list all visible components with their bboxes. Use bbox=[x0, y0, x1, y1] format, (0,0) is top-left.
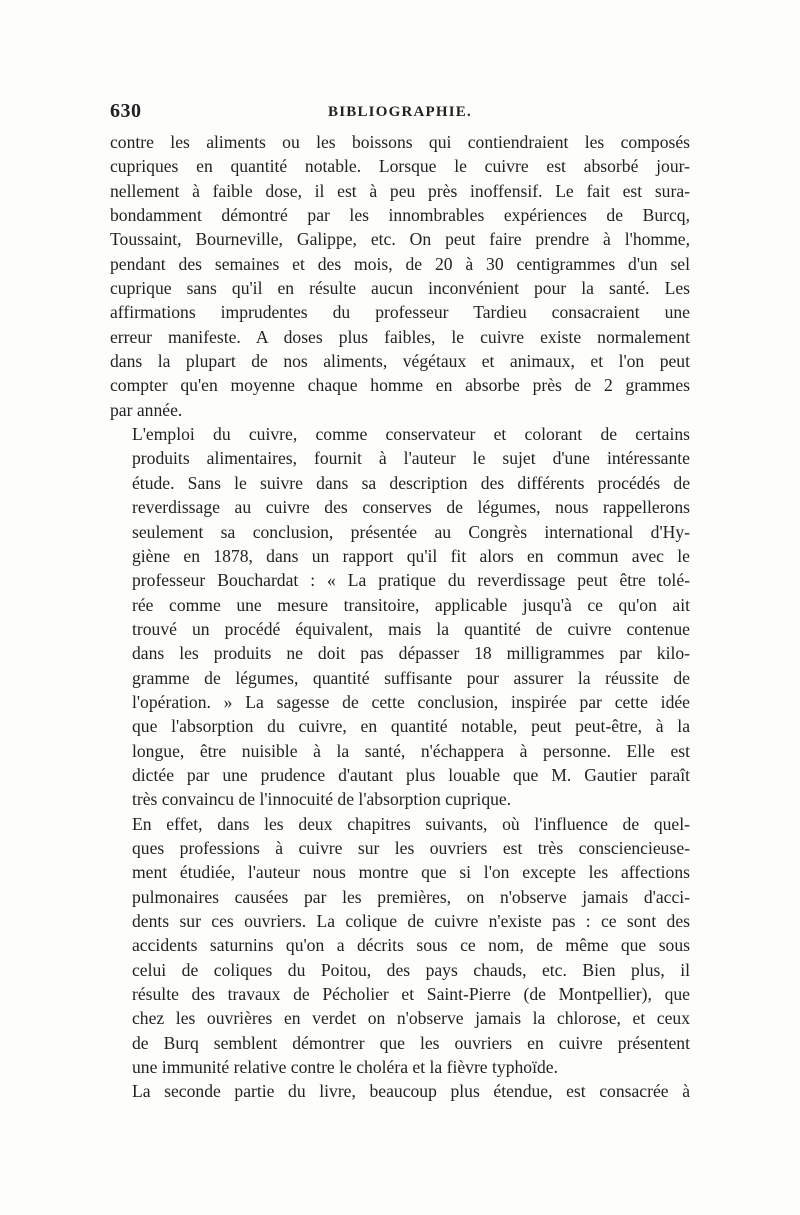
text-line: Toussaint, Bourneville, Galippe, etc. On peut faire prendre à l'homme, bbox=[110, 229, 690, 250]
text-line: En effet, dans les deux chapitres suivants, où l'influence de quel- bbox=[132, 813, 690, 834]
text-line: étude. Sans le suivre dans sa description des différents procédés de bbox=[132, 472, 690, 493]
text-line: dents sur ces ouvriers. La colique de cuivre n'existe pas : ce sont des bbox=[132, 911, 690, 931]
text-line: de Burq semblent démontrer que les ouvriers en cuivre présentent bbox=[132, 1032, 690, 1053]
text-line: résulte des travaux de Pécholier et Saint-Pierre (de Montpellier), que bbox=[132, 984, 690, 1005]
text-line: par année. bbox=[110, 399, 183, 420]
text-line: dictée par une prudence d'autant plus louable que M. Gautier paraît bbox=[132, 764, 690, 785]
text-line: pulmonaires causées par les premières, on n'observe jamais d'acci- bbox=[132, 886, 690, 907]
text-line: cupriques en quantité notable. Lorsque le cuivre est absorbé jour- bbox=[110, 156, 690, 177]
text-line: gramme de légumes, quantité suffisante pour assurer la réussite de bbox=[132, 667, 690, 688]
text-line: longue, être nuisible à la santé, n'échappera à personne. Elle est bbox=[132, 740, 690, 761]
text-line: cuprique sans qu'il en résulte aucun inconvénient pour la santé. Les bbox=[110, 278, 690, 299]
text-line: dans les produits ne doit pas dépasser 18 milligrammes par kilo- bbox=[132, 643, 690, 664]
text-line: affirmations imprudentes du professeur Tardieu consacraient une bbox=[110, 302, 690, 323]
text-line: trouvé un procédé équivalent, mais la quantité de cuivre contenue bbox=[132, 618, 690, 639]
page-header bbox=[110, 100, 690, 124]
text-line: nellement à faible dose, il est à peu près inoffensif. Le fait est sura- bbox=[110, 180, 690, 201]
text-line: L'emploi du cuivre, comme conservateur et colorant de certains bbox=[132, 424, 690, 445]
text-line: seulement sa conclusion, présentée au Congrès international d'Hy- bbox=[132, 521, 690, 542]
text-line: contre les aliments ou les boissons qui contiendraient les composés bbox=[110, 132, 690, 152]
text-line: chez les ouvrières en verdet on n'observe jamais la chlorose, et ceux bbox=[132, 1008, 690, 1029]
text-line: erreur manifeste. A doses plus faibles, le cuivre existe normalement bbox=[110, 326, 690, 347]
text-line: produits alimentaires, fournit à l'auteur le sujet d'une intéressante bbox=[132, 448, 690, 469]
paragraph-2 bbox=[110, 422, 690, 812]
text-line: très convaincu de l'innocuité de l'absorption cuprique. bbox=[132, 789, 512, 810]
text-line: giène en 1878, dans un rapport qu'il fit alors en commun avec le bbox=[132, 545, 690, 566]
text-line: reverdissage au cuivre des conserves de légumes, nous rappellerons bbox=[132, 497, 690, 518]
text-line: que l'absorption du cuivre, en quantité notable, peut peut-être, à la bbox=[132, 716, 690, 737]
page-number: 630 bbox=[110, 100, 142, 122]
running-head: BIBLIOGRAPHIE. bbox=[328, 104, 472, 120]
paragraph-4 bbox=[110, 1079, 690, 1103]
body-text bbox=[110, 130, 690, 1104]
text-line: accidents saturnins qu'on a décrits sous ce nom, de même que sous bbox=[132, 935, 690, 956]
text-line: ment étudiée, l'auteur nous montre que si l'on excepte les affections bbox=[132, 862, 690, 883]
text-line: professeur Bouchardat : « La pratique du reverdissage peut être tolé- bbox=[132, 570, 690, 591]
text-line: rée comme une mesure transitoire, applicable jusqu'à ce qu'on ait bbox=[132, 594, 690, 615]
text-line: une immunité relative contre le choléra et la fièvre typhoïde. bbox=[132, 1057, 558, 1078]
paragraph-3 bbox=[110, 812, 690, 1080]
text-line: dans la plupart de nos aliments, végétaux et animaux, et l'on peut bbox=[110, 351, 690, 372]
text-line: La seconde partie du livre, beaucoup plus étendue, est consacrée à bbox=[132, 1081, 690, 1102]
text-line: ques professions à cuivre sur les ouvriers est très consciencieuse- bbox=[132, 837, 690, 858]
text-line: compter qu'en moyenne chaque homme en absorbe près de 2 grammes bbox=[110, 375, 690, 396]
text-line: pendant des semaines et des mois, de 20 à 30 centigrammes d'un sel bbox=[110, 253, 690, 274]
paragraph-1 bbox=[110, 130, 690, 422]
text-line: bondamment démontré par les innombrables expériences de Burcq, bbox=[110, 205, 690, 226]
text-line: celui de coliques du Poitou, des pays chauds, etc. Bien plus, il bbox=[132, 959, 690, 980]
text-line: l'opération. » La sagesse de cette conclusion, inspirée par cette idée bbox=[132, 691, 690, 712]
